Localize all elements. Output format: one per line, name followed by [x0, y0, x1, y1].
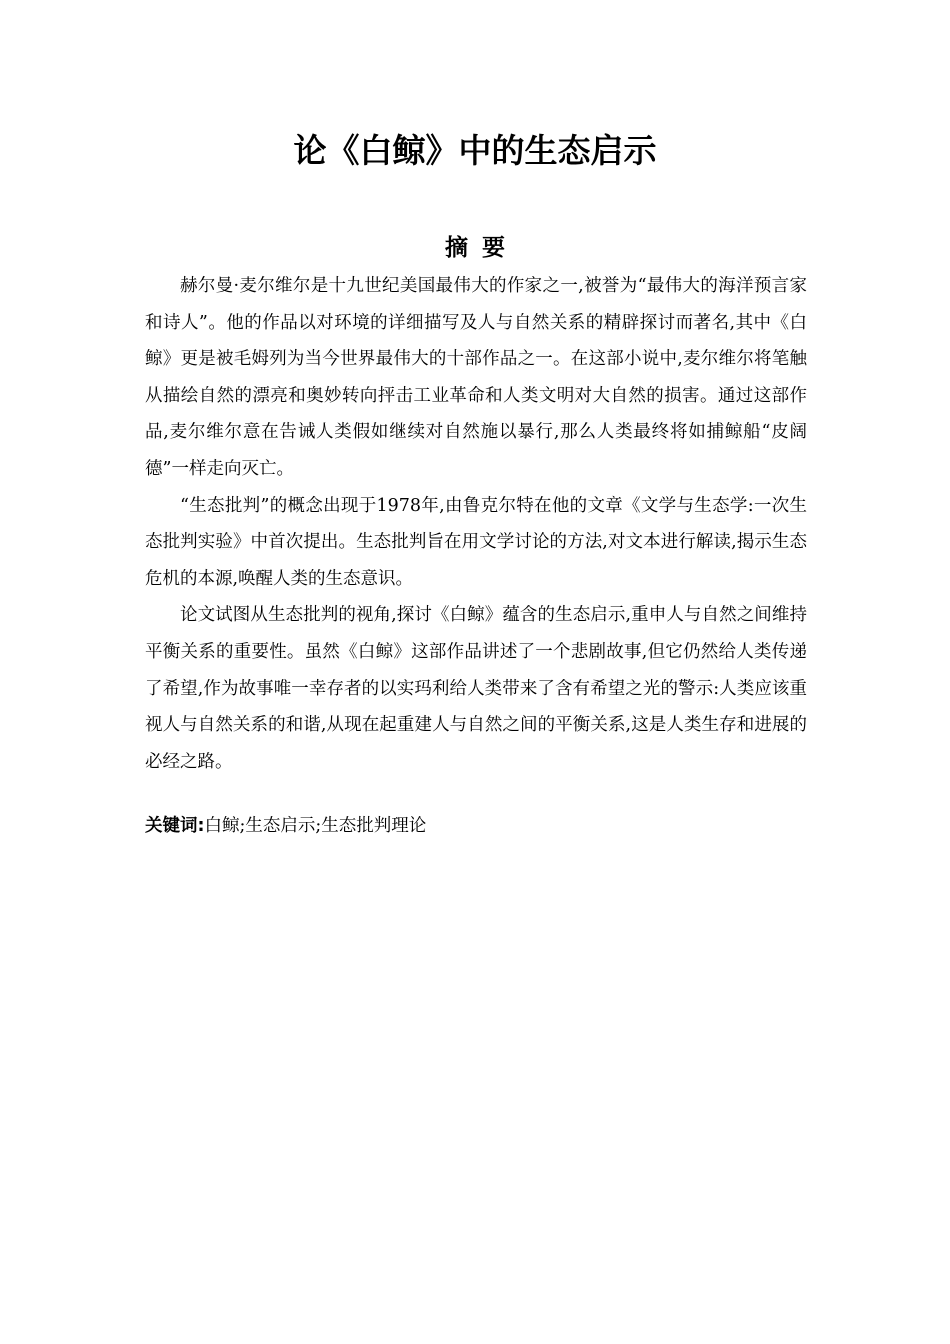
abstract-paragraph: 赫尔曼·麦尔维尔是十九世纪美国最伟大的作家之一,被誉为“最伟大的海洋预言家和诗人”。他的作品以对环境的详细描写及人与自然关系的精辟探讨而著名,其中《白鲸》更是被毛姆列为当今世界最伟大的十部作品之一。在这部小说中,麦尔维尔将笔触从描绘自然的漂亮和奥妙转向抨击工业革命和人类文明对大自然的损害。通过这部作品,麦尔维尔意在告诫人类假如继续对自然施以暴行,那么人类最终将如捕鲸船“皮阔德”一样走向灭亡。	[145, 276, 807, 479]
keywords-line	[145, 808, 807, 844]
abstract-body	[145, 268, 807, 780]
abstract-heading: 摘 要	[444, 235, 505, 261]
abstract-paragraph: 论文试图从生态批判的视角,探讨《白鲸》蕴含的生态启示,重申人与自然之间维持平衡关系的重要性。虽然《白鲸》这部作品讲述了一个悲剧故事,但它仍然给人类传递了希望,作为故事唯一幸存者的以实玛利给人类带来了含有希望之光的警示:人类应该重视人与自然关系的和谐,从现在起重建人与自然之间的平衡关系,这是人类生存和进展的必经之路。	[145, 605, 807, 772]
keywords-value: 白鲸;生态启示;生态批判理论	[204, 816, 427, 836]
document-title: 论《白鲸》中的生态启示	[293, 131, 657, 170]
keywords-label: 关键词:	[145, 816, 205, 836]
abstract-paragraph: “生态批判”的概念出现于1978年,由鲁克尔特在他的文章《文学与生态学:一次生态批判实验》中首次提出。生态批判旨在用文学讨论的方法,对文本进行解读,揭示生态危机的本源,唤醒人类的生态意识。	[145, 495, 807, 589]
